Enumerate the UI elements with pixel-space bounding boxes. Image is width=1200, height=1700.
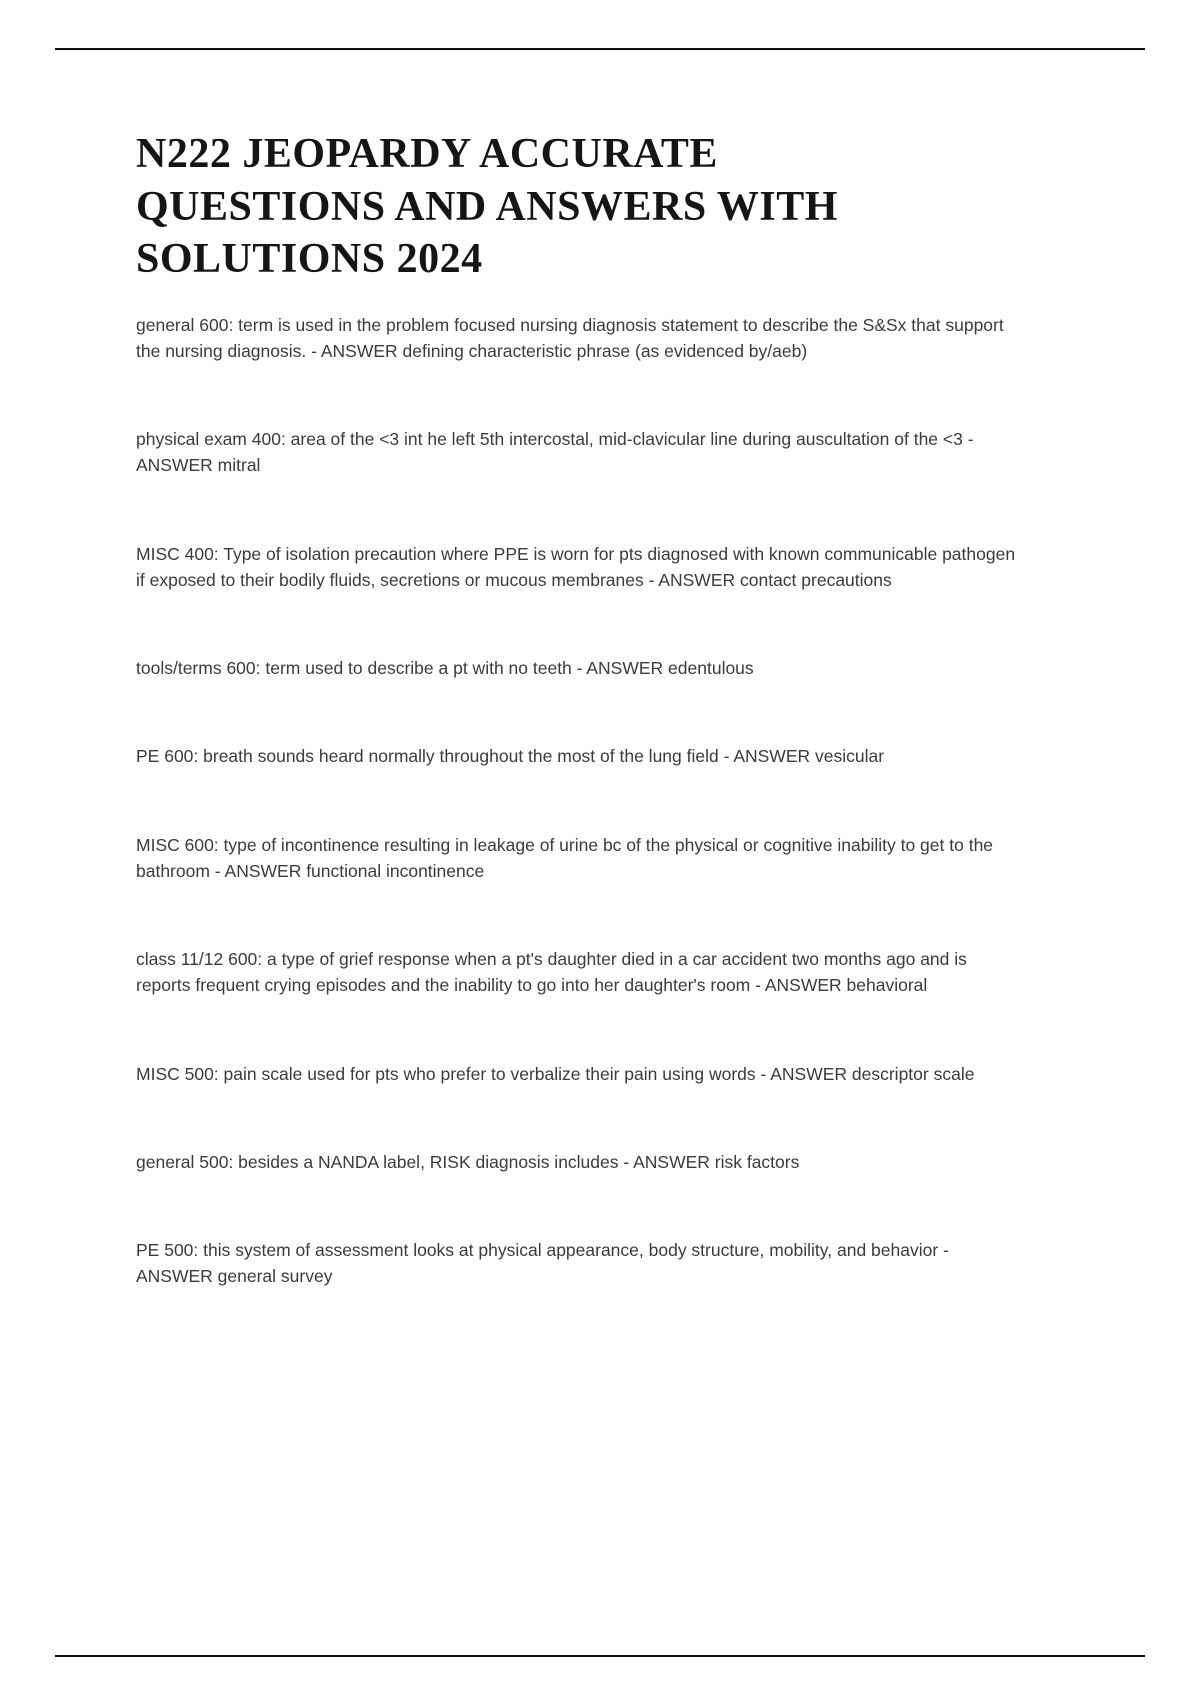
document-title: N222 JEOPARDY ACCURATE QUESTIONS AND ANSWERS WITH SOLUTIONS 2024 xyxy=(136,131,838,282)
qa-paragraph: tools/terms 600: term used to describe a pt with no teeth - ANSWER edentulous xyxy=(136,658,754,678)
qa-paragraph: general 600: term is used in the problem focused nursing diagnosis statement to describe the S&Sx that support the nursing diagnosis. - ANSWER defining characteristic phrase (as evidenced by/aeb) xyxy=(136,314,1004,361)
document-content xyxy=(136,128,1016,1290)
bottom-rule xyxy=(55,1655,1145,1657)
top-rule xyxy=(55,48,1145,50)
qa-paragraph: MISC 600: type of incontinence resulting in leakage of urine bc of the physical or cognitive inability to get to the bathroom - ANSWER functional incontinence xyxy=(136,834,994,881)
qa-paragraph: PE 500: this system of assessment looks at physical appearance, body structure, mobility, and behavior - ANSWER general survey xyxy=(136,1240,949,1287)
qa-paragraph: general 500: besides a NANDA label, RISK diagnosis includes - ANSWER risk factors xyxy=(136,1151,800,1172)
qa-paragraph: physical exam 400: area of the <3 int he left 5th intercostal, mid-clavicular line during auscultation of the <3 - ANSWER mitral xyxy=(136,429,974,476)
qa-paragraph: class 11/12 600: a type of grief response when a pt's daughter died in a car accident two months ago and is reports frequent crying episodes and the inability to go into her daughter's room - ANSWER behavioral xyxy=(136,949,967,996)
qa-paragraph: MISC 400: Type of isolation precaution where PPE is worn for pts diagnosed with known communicable pathogen if exposed to their bodily fluids, secretions or mucous membranes - ANSWER contact precautions xyxy=(136,543,1016,590)
qa-paragraph: PE 600: breath sounds heard normally throughout the most of the lung field - ANSWER vesicular xyxy=(136,746,885,767)
qa-paragraph: MISC 500: pain scale used for pts who prefer to verbalize their pain using words - ANSWER descriptor scale xyxy=(136,1063,975,1084)
